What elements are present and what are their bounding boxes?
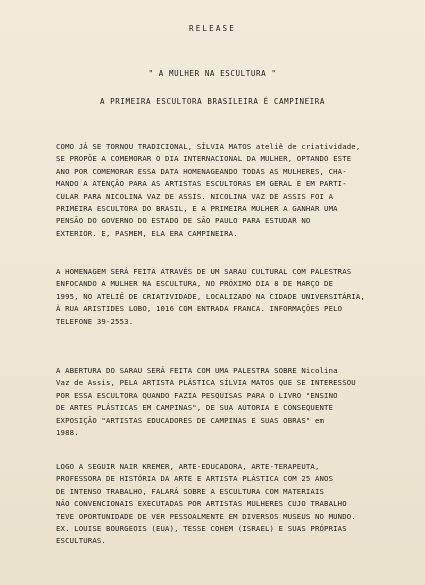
text-line: MANDO A ATENÇÃO PARA AS ARTISTAS ESCULTORAS EM GERAL E EM PARTI- bbox=[56, 179, 347, 189]
paragraph-3 bbox=[56, 365, 396, 439]
text-line: ENFOCANDO A MULHER NA ESCULTURA, NO PRÓXIMO DIA 8 DE MARÇO DE bbox=[56, 279, 334, 289]
text-line: PRIMEIRA ESCULTORA DO BRASIL, E A PRIMEIRA MULHER A GANHAR UMA bbox=[56, 204, 338, 214]
text-line: ANO POR COMEMORAR ESSA DATA HOMENAGEANDO TODAS AS MULHERES, CHA- bbox=[56, 166, 347, 176]
text-line: COMO JÁ SE TORNOU TRADICIONAL, SÍLVIA MATOS ateliê de criatividade, bbox=[56, 142, 361, 151]
text-line: À RUA ARISTIDES LOBO, 1016 COM ENTRADA FRANCA. INFORMAÇÕES PELO bbox=[56, 304, 343, 314]
text-line: PENSÃO DO GOVERNO DO ESTADO DE SÃO PAULO PARA ESTUDAR NO bbox=[56, 216, 311, 226]
text-line: EXTERIOR. E, PASMEM, ELA ERA CAMPINEIRA. bbox=[56, 228, 238, 238]
text-line: DE INTENSO TRABALHO, FALARÁ SOBRE A ESCULTURA COM MATERIAIS bbox=[56, 486, 325, 496]
text-line: TELEFONE 39-2553. bbox=[56, 316, 134, 326]
text-line: LOGO A SEGUIR NAIR KREMER, ARTE-EDUCADORA, ARTE-TERAPEUTA, bbox=[56, 462, 320, 471]
paragraph-4 bbox=[56, 461, 396, 548]
text-line: ESCULTURAS. bbox=[56, 536, 106, 546]
document-title: " A MULHER NA ESCULTURA " bbox=[148, 69, 277, 78]
text-line: CULAR PARA NICOLINA VAZ DE ASSIS. NICOLINA VAZ DE ASSIS FOI A bbox=[56, 191, 334, 201]
document-subtitle: A PRIMEIRA ESCULTORA BRASILEIRA É CAMPINEIRA bbox=[99, 97, 326, 106]
paragraph-2 bbox=[56, 266, 396, 328]
text-line: A ABERTURA DO SARAU SERÁ FEITA COM UMA PALESTRA SOBRE Nicolina bbox=[56, 366, 338, 375]
text-line: 1988. bbox=[56, 428, 79, 438]
text-line: 1995, NO ATELIÊ DE CRIATIVIDADE, LOCALIZADO NA CIDADE UNIVERSITÁRIA, bbox=[56, 291, 365, 301]
text-line: A HOMENAGEM SERÁ FEITA ATRAVÉS DE UM SARAU CULTURAL COM PALESTRAS bbox=[56, 267, 352, 276]
text-line: NÃO CONVENCIONAIS EXECUTADAS POR ARTISTAS MULHERES CUJO TRABALHO bbox=[56, 499, 347, 509]
text-line: PROFESSORA DE HISTÓRIA DA ARTE E ARTISTA PLÁSTICA COM 25 ANOS bbox=[56, 474, 334, 484]
text-line: DE ARTES PLÁSTICAS EM CAMPINAS", DE SUA AUTORIA E CONSEQUENTE bbox=[56, 403, 334, 413]
document-header: RELEASE bbox=[188, 24, 236, 33]
paragraph-1 bbox=[56, 141, 396, 240]
text-line: EX. LOUISE BOURGEOIS (EUA), TESSE COHEM (ISRAEL) E SUAS PRÓPRIAS bbox=[56, 524, 347, 534]
text-line: SE PROPÕE A COMEMORAR O DIA INTERNACIONAL DA MULHER, OPTANDO ESTE bbox=[56, 154, 352, 164]
text-line: TEVE OPORTUNIDADE DE VER PESSOALMENTE EM DIVERSOS MUSEUS NO MUNDO. bbox=[56, 511, 356, 521]
text-line: Vaz de Assis, PELA ARTISTA PLÁSTICA SÍLVIA MATOS QUE SE INTERESSOU bbox=[56, 378, 356, 388]
text-line: POR ESSA ESCULTORA QUANDO FAZIA PESQUISAS PARA O LIVRO "ENSINO bbox=[56, 390, 338, 400]
text-line: EXPOSIÇÃO "ARTISTAS EDUCADORES DE CAMPINAS E SUAS OBRAS" em bbox=[56, 415, 325, 425]
